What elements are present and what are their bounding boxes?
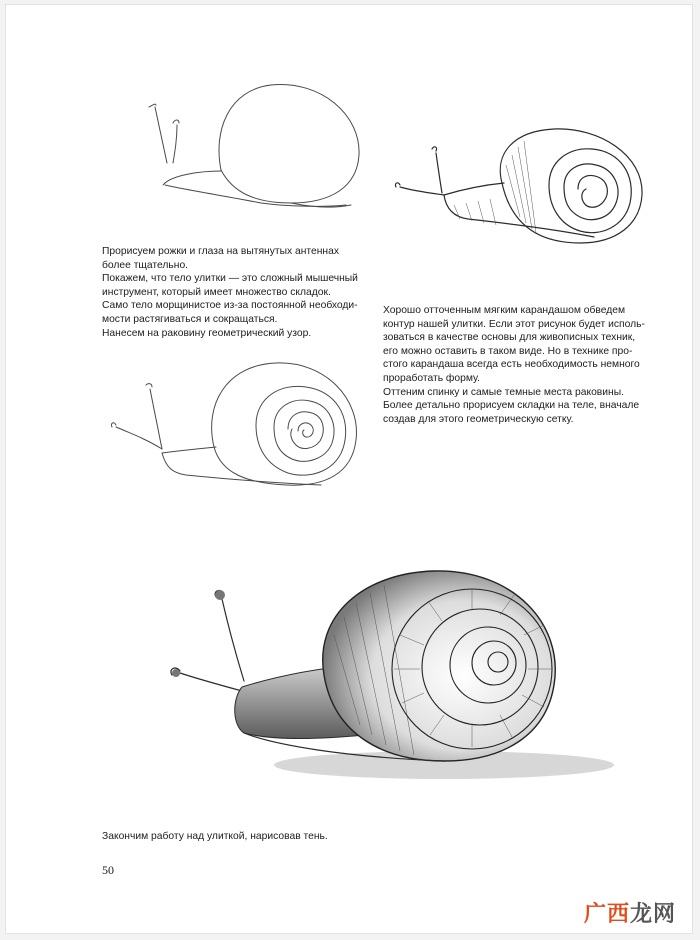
watermark-part-1: 广西 xyxy=(583,902,630,927)
snail-sketch-final xyxy=(124,565,624,815)
text-line: зоваться в качестве основы для живописных техник, xyxy=(383,332,636,344)
text-line: Нанесем на раковину геометрический узор. xyxy=(102,327,312,339)
text-line: более тщательно. xyxy=(102,259,189,271)
text-line: проработать форму. xyxy=(383,372,481,384)
step-description-right xyxy=(383,304,645,426)
text-line: Оттеним спинку и самые темные места раковины. xyxy=(383,386,624,398)
book-page xyxy=(6,5,692,933)
snail-sketch-step-2 xyxy=(106,355,376,505)
text-line: создав для этого геометрическую сетку. xyxy=(383,413,574,425)
text-line: инструмент, который имеет множество складок. xyxy=(102,286,331,298)
text-line: Прорисуем рожки и глаза на вытянутых антеннах xyxy=(102,246,339,257)
watermark-part-2: 龙网 xyxy=(629,902,676,927)
text-line: его можно оставить в таком виде. Но в технике про- xyxy=(383,345,633,357)
snail-sketch-step-3 xyxy=(394,125,654,255)
step-description-left xyxy=(102,245,358,340)
text-line: Более детально прорисуем складки на теле, вначале xyxy=(383,400,640,412)
text-line: стого карандаша всегда есть необходимость немного xyxy=(383,359,640,371)
snail-sketch-step-1 xyxy=(141,75,401,215)
site-watermark xyxy=(584,897,676,928)
final-step-caption: Закончим работу над улиткой, нарисовав тень. xyxy=(102,831,328,842)
text-line: Само тело морщинистое из-за постоянной необходи- xyxy=(102,300,358,312)
text-line: Покажем, что тело улитки — это сложный мышечный xyxy=(102,273,358,285)
text-line: Хорошо отточенным мягким карандашом обведем xyxy=(383,305,626,316)
text-line: мости растягиваться и сокращаться. xyxy=(102,313,278,325)
page-number: 50 xyxy=(102,863,114,877)
text-line: контур нашей улитки. Если этот рисунок будет исполь- xyxy=(383,318,645,330)
